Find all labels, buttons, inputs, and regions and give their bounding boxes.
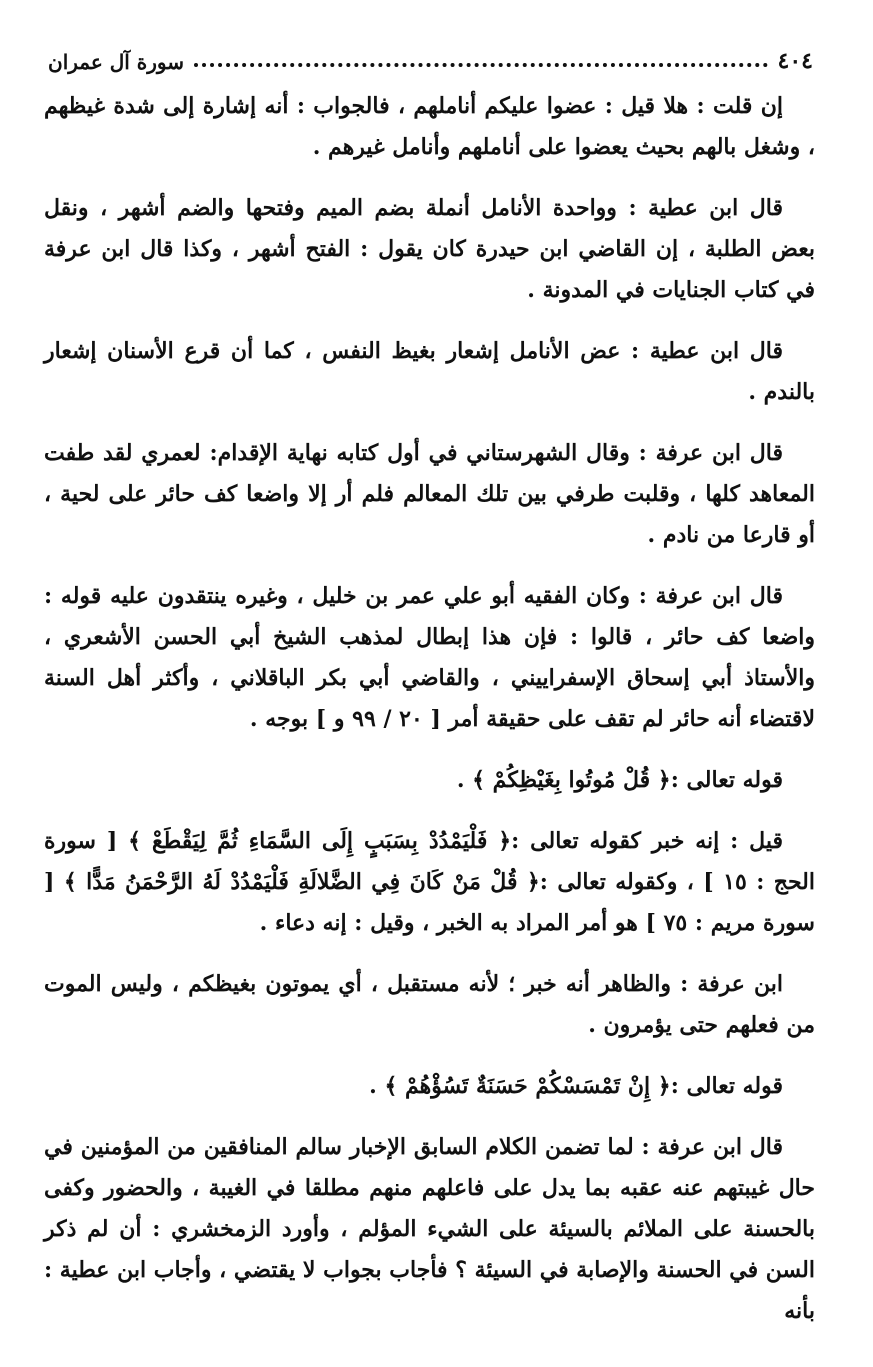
- paragraph: قال ابن عرفة : وقال الشهرستاني في أول كتابه نهاية الإقدام: لعمري لقد طفت المعاهد كلها ، وقلبت طرفي بين تلك المعالم فلم أر إلا واضعا كف حائر على لحية ، أو قارعا من نادم .: [44, 440, 815, 548]
- paragraph: ابن عرفة : والظاهر أنه خبر ؛ لأنه مستقبل ، أي يموتون بغيظكم ، وليس الموت من فعلهم حتى يؤمرون .: [44, 971, 815, 1038]
- header-dotted-rule: [194, 63, 768, 67]
- paragraph: قال ابن عرفة : لما تضمن الكلام السابق الإخبار سالم المنافقين من المؤمنين في حال غيبتهم عنه عقبه بما يدل على فاعلهم منهم مطلقا في الغيبة ، والحضور وكفى بالحسنة على الملائم بالسيئة على الشيء المؤلم ، وأورد الزمخشري : أن لم ذكر السن في الحسنة والإصابة في السيئة ؟ فأجاب بجواب لا يقتضي ، وأجاب ابن عطية : بأنه: [44, 1134, 815, 1324]
- quran-verse-heading: قوله تعالى :﴿ قُلْ مُوتُوا بِغَيْظِكُمْ ﴾ .: [456, 767, 783, 793]
- paragraph: قال ابن عطية : عض الأنامل إشعار بغيظ النفس ، كما أن قرع الأسنان إشعار بالندم .: [44, 338, 815, 405]
- paragraph: قال ابن عرفة : وكان الفقيه أبو علي عمر بن خليل ، وغيره ينتقدون عليه قوله : واضعا كف حائر ، قالوا : فإن هذا إبطال لمذهب الشيخ أبي الحسن الأشعري ، والأستاذ أبي إسحاق الإسفراييني ، والقاضي أبي بكر الباقلاني ، وأكثر أهل السنة لاقتضاء أنه حائر لم تقف على حقيقة أمر [ ٢٠ / ٩٩ و ] بوجه .: [44, 583, 815, 732]
- quran-verse-heading: قوله تعالى :﴿ إِنْ تَمْسَسْكُمْ حَسَنَةٌ تَسُؤْهُمْ ﴾ .: [369, 1073, 783, 1099]
- page-number: ٤٠٤: [777, 48, 813, 74]
- paragraph: قيل : إنه خبر كقوله تعالى :﴿ فَلْيَمْدُدْ بِسَبَبٍ إِلَى السَّمَاءِ ثُمَّ لِيَقْطَعْ ﴾ [ سورة الحج : ١٥ ] ، وكقوله تعالى :﴿ قُلْ مَنْ كَانَ فِي الضَّلالَةِ فَلْيَمْدُدْ لَهُ الرَّحْمَنُ مَدًّا ﴾ [ سورة مريم : ٧٥ ] هو أمر المراد به الخبر ، وقيل : إنه دعاء .: [44, 828, 815, 936]
- body-text: [44, 86, 815, 1352]
- page-header: [48, 40, 813, 76]
- running-title: سورة آل عمران: [48, 50, 185, 74]
- paragraph: إن قلت : هلا قيل : عضوا عليكم أناملهم ، فالجواب : أنه إشارة إلى شدة غيظهم ، وشغل بالهم بحيث يعضوا على أناملهم وأنامل غيرهم .: [44, 93, 815, 160]
- paragraph: قال ابن عطية : وواحدة الأنامل أنملة بضم الميم وفتحها والضم أشهر ، ونقل بعض الطلبة ، إن القاضي ابن حيدرة كان يقول : الفتح أشهر ، وكذا قال ابن عرفة في كتاب الجنايات في المدونة .: [44, 195, 815, 303]
